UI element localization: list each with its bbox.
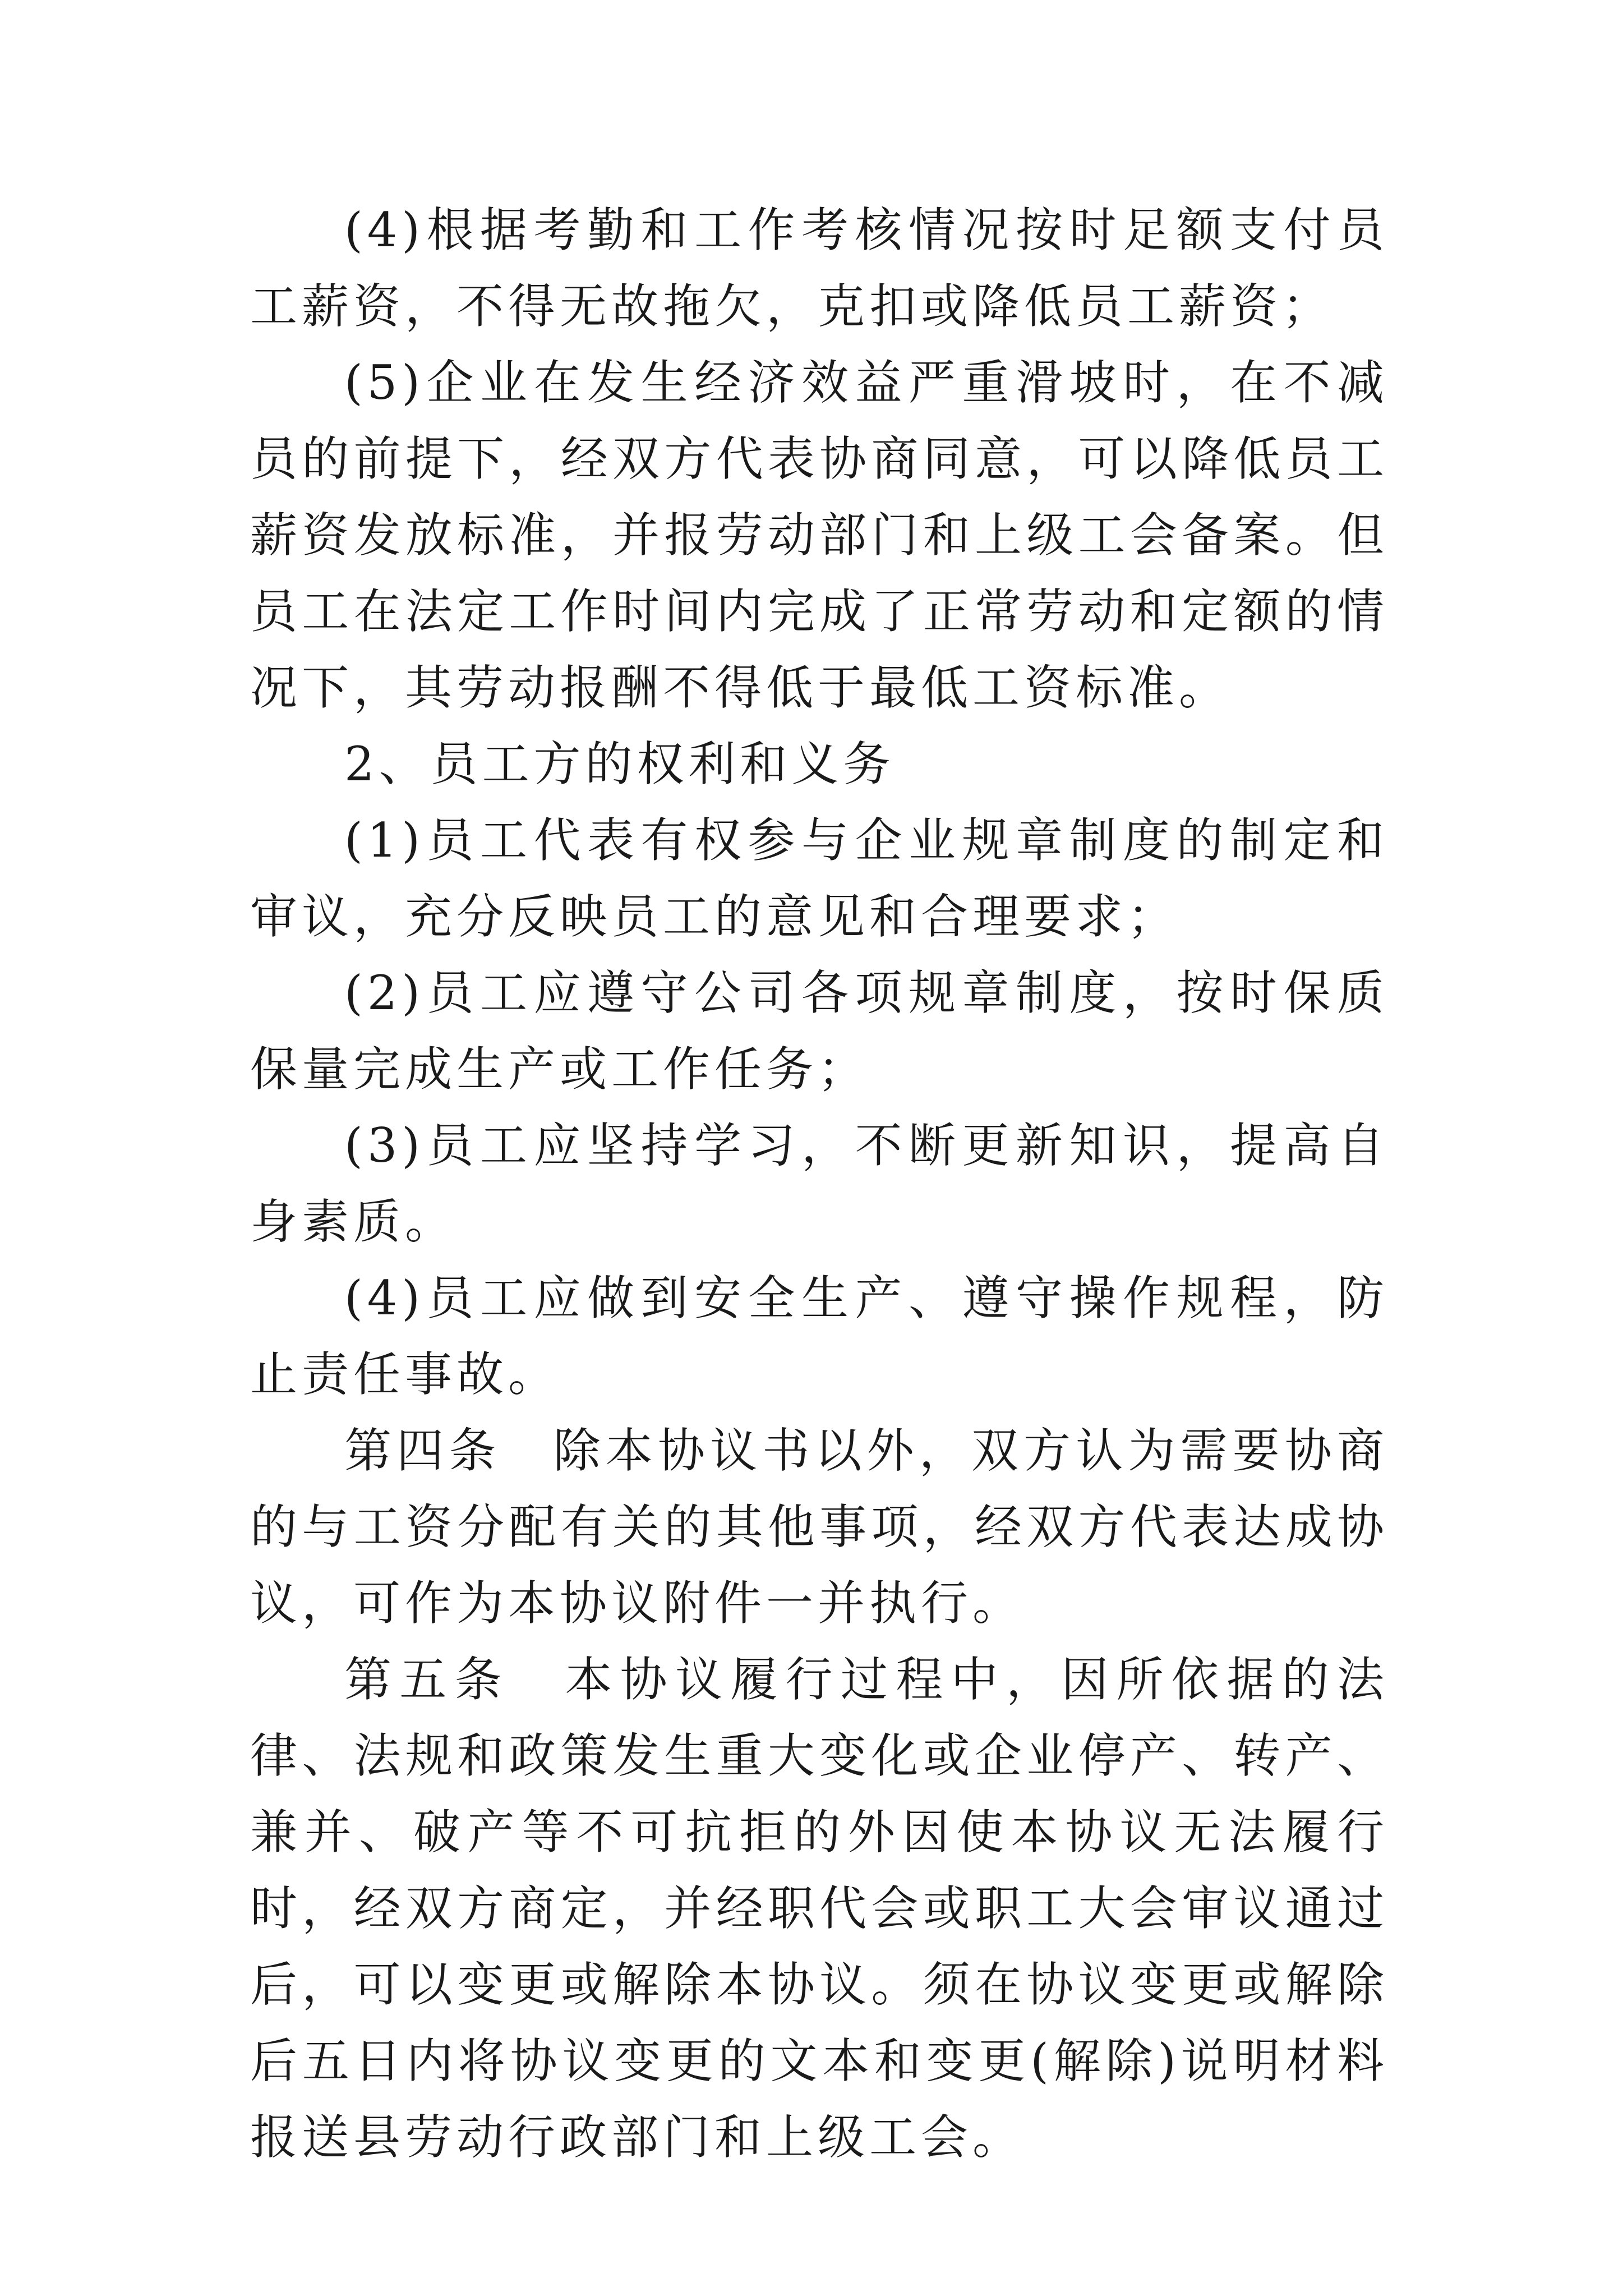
paragraph-item-5-wage-reduction: (5)企业在发生经济效益严重滑坡时，在不减员的前提下，经双方代表协商同意，可以降低员工薪资发放标准，并报劳动部门和上级工会备案。但员工在法定工作时间内完成了正常劳动和定额的情况下，其劳动报酬不得低于最低工资标准。 (250, 355, 1389, 715)
paragraph-employee-item-4: (4)员工应做到安全生产、遵守操作规程，防止责任事故。 (250, 1271, 1389, 1402)
paragraph-item-4-wage-payment: (4)根据考勤和工作考核情况按时足额支付员工薪资，不得无故拖欠，克扣或降低员工薪资； (250, 203, 1389, 334)
article-4: 第四条 除本协议书以外，双方认为需要协商的与工资分配有关的其他事项，经双方代表达成协议，可作为本协议附件一并执行。 (250, 1423, 1389, 1631)
paragraph-employee-item-1: (1)员工代表有权参与企业规章制度的制定和审议，充分反映员工的意见和合理要求； (250, 813, 1389, 944)
paragraph-employee-item-2: (2)员工应遵守公司各项规章制度，按时保质保量完成生产或工作任务； (250, 965, 1389, 1097)
document-body (250, 192, 1389, 2175)
section-heading-employee-rights: 2、员工方的权利和义务 (344, 737, 895, 792)
paragraph-employee-item-3: (3)员工应坚持学习，不断更新知识，提高自身素质。 (250, 1118, 1389, 1249)
article-5: 第五条 本协议履行过程中，因所依据的法律、法规和政策发生重大变化或企业停产、转产、兼并、破产等不可抗拒的外因使本协议无法履行时，经双方商定，并经职代会或职工大会审议通过后，可以变更或解除本协议。须在协议变更或解除后五日内将协议变更的文本和变更(解除)说明材料报送县劳动行政部门和上级工会。 (250, 1652, 1389, 2165)
